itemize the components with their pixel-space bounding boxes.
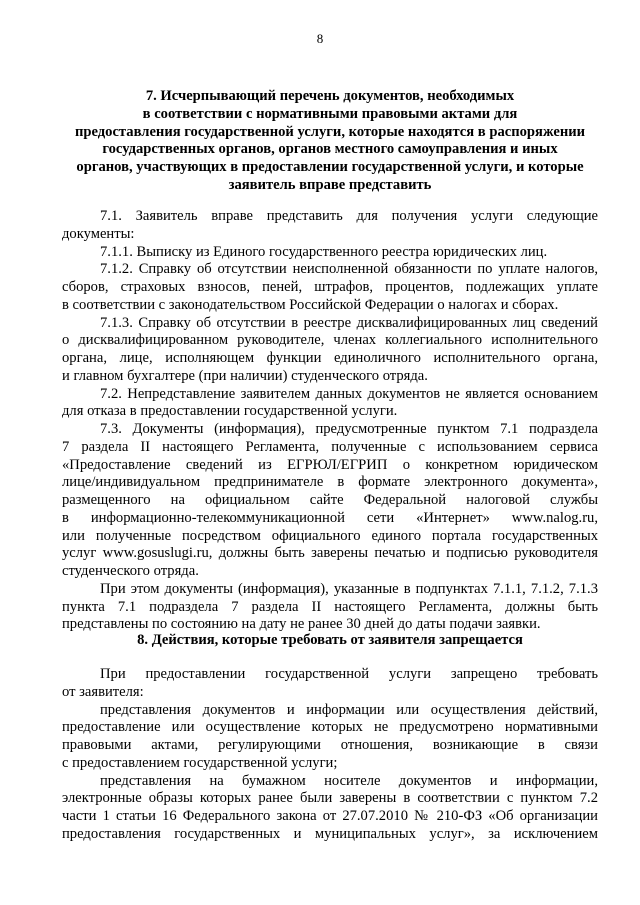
text-line: услуг www.gosuslugi.ru, должны быть заверены печатью и подписью руководителя bbox=[62, 545, 598, 562]
section-7-heading-line: в соответствии с нормативными правовыми актами для bbox=[142, 105, 518, 122]
text-line: электронные образы которых ранее были заверены в соответствии с пунктом 7.2 bbox=[62, 790, 598, 807]
text-line: 7.1.2. Справку об отсутствии неисполненной обязанности по уплате налогов, bbox=[100, 261, 598, 278]
text-line: и главном бухгалтере (при наличии) студенческого отряда. bbox=[62, 367, 428, 384]
text-line: 7.3. Документы (информация), предусмотренные пунктом 7.1 подраздела bbox=[100, 421, 598, 437]
text-line: 7.1.3. Справку об отсутствии в реестре дисквалифицированных лиц сведений bbox=[100, 314, 598, 331]
paragraph-8-intro bbox=[62, 666, 598, 702]
text-line: 7.2. Непредставление заявителем данных документов не является основанием bbox=[100, 385, 598, 402]
text-line: При этом документы (информация), указанные в подпунктах 7.1.1, 7.1.2, 7.1.3 bbox=[100, 580, 598, 597]
text-line: для отказа в предоставлении государственной услуги. bbox=[62, 403, 398, 420]
text-line: студенческого отряда. bbox=[62, 563, 199, 579]
text-line: правовыми актами, регулирующими отношения, возникающие в связи bbox=[62, 737, 598, 753]
text-line: 7.1. Заявитель вправе представить для получения услуги следующие bbox=[100, 208, 598, 224]
text-line: с предоставлением государственной услуги; bbox=[62, 754, 338, 771]
text-line: При предоставлении государственной услуги запрещено требовать bbox=[100, 666, 598, 682]
section-8-heading bbox=[60, 632, 600, 650]
text-line: размещенного на официальном сайте Федеральной налоговой службы bbox=[62, 492, 598, 508]
text-line: части 1 статьи 16 Федерального закона от 27.07.2010 № 210-ФЗ «Об организации bbox=[62, 808, 598, 824]
paragraph-8-item-2 bbox=[62, 773, 598, 844]
section-7-heading bbox=[60, 88, 600, 195]
section-8-heading-line: 8. Действия, которые требовать от заявителя запрещается bbox=[137, 632, 523, 648]
text-line: документы: bbox=[62, 225, 135, 242]
text-line: 7.1.1. Выписку из Единого государственного реестра юридических лиц. bbox=[100, 243, 548, 260]
section-7-body bbox=[62, 208, 598, 634]
paragraph-7-3 bbox=[62, 421, 598, 581]
paragraph-7-1 bbox=[62, 208, 598, 244]
text-line: о дисквалифицированном руководителе, членах коллегиального исполнительного bbox=[62, 332, 598, 349]
text-line: сборов, страховых взносов, пеней, штрафов, процентов, подлежащих уплате bbox=[62, 279, 598, 295]
text-line: 7 раздела II настоящего Регламента, полученные с использованием сервиса bbox=[62, 438, 598, 455]
section-7-heading-line: 7. Исчерпывающий перечень документов, необходимых bbox=[145, 88, 515, 104]
paragraph-7-1-3 bbox=[62, 315, 598, 386]
paragraph-7-3-note bbox=[62, 581, 598, 634]
text-line: или полученные посредством официального единого портала государственных bbox=[62, 527, 598, 544]
text-line: представления документов и информации или осуществления действий, bbox=[100, 701, 598, 718]
paragraph-7-1-2 bbox=[62, 261, 598, 314]
text-line: представлены по состоянию на дату не ранее 30 дней до даты подачи заявки. bbox=[62, 616, 541, 633]
text-line: в соответствии с законодательством Российской Федерации о налогах и сборах. bbox=[62, 296, 559, 313]
section-7-heading-line: государственных органов, органов местного самоуправления и иных bbox=[102, 141, 558, 158]
text-line: «Предоставление сведений из ЕГРЮЛ/ЕГРИП о конкретном юридическом bbox=[62, 456, 598, 473]
text-line: от заявителя: bbox=[62, 683, 144, 700]
page-number: 8 bbox=[316, 31, 324, 46]
section-7-heading-line: органов, участвующих в предоставлении государственной услуги, и которые bbox=[76, 159, 584, 176]
text-line: лице/индивидуальном предпринимателе в формате электронного документа», bbox=[62, 474, 598, 491]
section-7-heading-line: предоставления государственной услуги, которые находятся в распоряжении bbox=[74, 123, 586, 140]
section-7-heading-line: заявитель вправе представить bbox=[228, 176, 432, 193]
text-line: органа, лице, исполняющем функции единоличного исполнительного органа, bbox=[62, 350, 598, 366]
paragraph-8-item-1 bbox=[62, 702, 598, 773]
text-line: в информационно-телекоммуникационной сети «Интернет» www.nalog.ru, bbox=[62, 509, 598, 526]
paragraph-7-2 bbox=[62, 386, 598, 422]
text-line: предоставление или осуществление которых не предусмотрено нормативными bbox=[62, 719, 598, 736]
text-line: предоставления государственных и муниципальных услуг», за исключением bbox=[62, 825, 598, 842]
text-line: пункта 7.1 подраздела 7 раздела II настоящего Регламента, должны быть bbox=[62, 598, 598, 615]
paragraph-7-1-1 bbox=[62, 244, 598, 262]
text-line: представления на бумажном носителе документов и информации, bbox=[100, 772, 598, 789]
section-8-body bbox=[62, 666, 598, 844]
